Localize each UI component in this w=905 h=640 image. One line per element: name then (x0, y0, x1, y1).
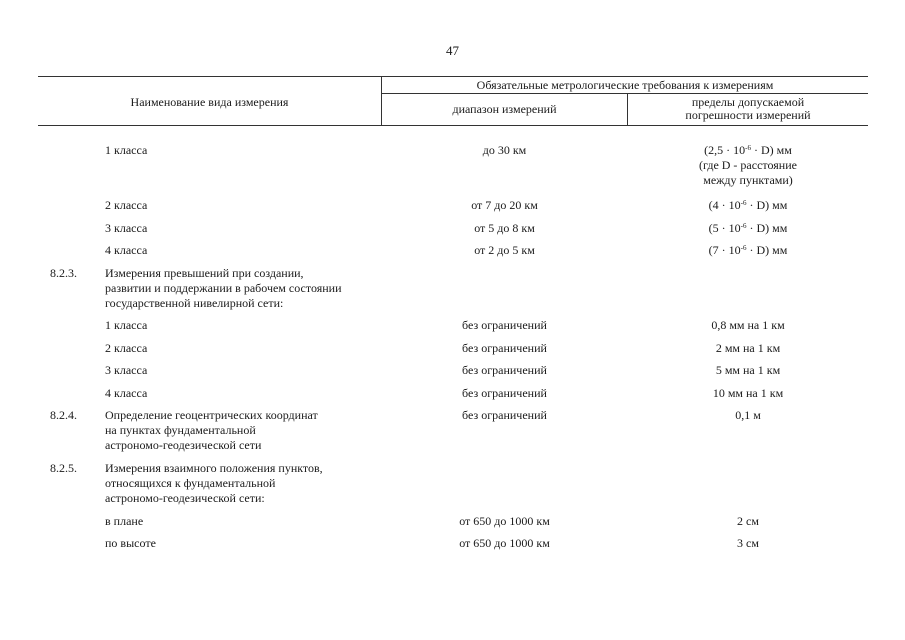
row-name-line: по высоте (105, 536, 156, 550)
header-tolerance-line2: погрешности измерений (685, 108, 811, 122)
row-tolerance (628, 536, 868, 551)
formula-exponent: -6 (740, 244, 747, 252)
row-range: от 7 до 20 км (471, 198, 538, 212)
row-tolerance (628, 514, 868, 529)
formula-tail: · D) мм (746, 243, 788, 257)
row-name (105, 198, 385, 213)
row-name-line: Определение геоцентрических координат (105, 408, 318, 422)
formula-tail: · D) мм (750, 143, 792, 157)
header-name-column: Наименование вида измерения (130, 95, 289, 109)
tolerance-formula (628, 143, 868, 158)
row-tolerance (628, 386, 868, 401)
row-range: без ограничений (462, 363, 547, 377)
row-number: 8.2.4. (50, 408, 77, 422)
row-range: от 5 до 8 км (474, 221, 535, 235)
row-tolerance (628, 143, 868, 188)
row-range: без ограничений (462, 318, 547, 332)
tolerance-line: 3 см (737, 536, 759, 550)
row-name (105, 243, 385, 258)
row-tolerance (628, 408, 868, 423)
tolerance-line: 0,1 м (735, 408, 761, 422)
formula-base: (7 · 10 (708, 243, 741, 257)
row-name-line: Измерения взаимного положения пунктов, (105, 461, 323, 475)
header-tolerance-line1: пределы допускаемой (691, 95, 805, 109)
row-range: без ограничений (462, 386, 547, 400)
row-name-line: 2 класса (105, 341, 148, 355)
row-tolerance (628, 198, 868, 213)
row-name (105, 341, 385, 356)
row-name (105, 461, 385, 506)
row-name (105, 318, 385, 333)
row-name-line: на пунктах фундаментальной (105, 423, 256, 437)
page-number: 47 (446, 43, 459, 58)
header-group-rule (382, 93, 868, 94)
header-range-column: диапазон измерений (452, 102, 557, 116)
row-number: 8.2.3. (50, 266, 77, 280)
row-name (105, 266, 385, 311)
row-name-line: 3 класса (105, 221, 148, 235)
row-name-line: астрономо-геодезической сети (105, 438, 262, 452)
tolerance-formula (628, 221, 868, 236)
tolerance-note-line: (где D - расстояние (699, 158, 797, 172)
row-name-line: государственной нивелирной сети: (105, 296, 284, 310)
row-name (105, 536, 385, 551)
header-bottom-rule (38, 125, 868, 126)
row-name-line: Измерения превышений при создании, (105, 266, 304, 280)
row-range: до 30 км (482, 143, 527, 157)
row-name-line: 4 класса (105, 243, 148, 257)
row-tolerance (628, 243, 868, 258)
formula-tail: · D) мм (746, 221, 788, 235)
row-tolerance (628, 341, 868, 356)
formula-tail: · D) мм (746, 198, 788, 212)
tolerance-line: 5 мм на 1 км (715, 363, 781, 377)
row-tolerance (628, 363, 868, 378)
row-range: от 2 до 5 км (474, 243, 535, 257)
tolerance-line: 0,8 мм на 1 км (711, 318, 785, 332)
row-name (105, 386, 385, 401)
row-name (105, 221, 385, 236)
formula-base: (2,5 · 10 (704, 143, 746, 157)
row-name-line: 3 класса (105, 363, 148, 377)
formula-exponent: -6 (745, 144, 751, 152)
row-name (105, 514, 385, 529)
row-range: от 650 до 1000 км (459, 514, 550, 528)
row-name-line: 2 класса (105, 198, 148, 212)
row-range: без ограничений (462, 408, 547, 422)
row-name (105, 363, 385, 378)
tolerance-note-line: между пунктами) (703, 173, 793, 187)
row-name-line: 4 класса (105, 386, 148, 400)
tolerance-formula (628, 243, 868, 258)
tolerance-line: 2 мм на 1 км (715, 341, 781, 355)
table-top-rule (38, 76, 868, 77)
row-name-line: 1 класса (105, 143, 148, 157)
row-name (105, 143, 385, 158)
row-range: от 650 до 1000 км (459, 536, 550, 550)
row-tolerance (628, 221, 868, 236)
header-requirements-group: Обязательные метрологические требования к измерениям (476, 78, 774, 92)
row-name-line: в плане (105, 514, 144, 528)
row-name-line: относящихся к фундаментальной (105, 476, 276, 490)
row-name-line: 1 класса (105, 318, 148, 332)
header-tolerance-column (628, 96, 868, 122)
row-name (105, 408, 385, 453)
row-name-line: астрономо-геодезической сети: (105, 491, 265, 505)
tolerance-line: 2 см (737, 514, 759, 528)
row-name-line: развитии и поддержании в рабочем состоянии (105, 281, 342, 295)
formula-base: (5 · 10 (708, 221, 741, 235)
formula-exponent: -6 (740, 199, 747, 207)
formula-exponent: -6 (740, 222, 747, 230)
tolerance-line: 10 мм на 1 км (712, 386, 784, 400)
row-range: без ограничений (462, 341, 547, 355)
formula-base: (4 · 10 (708, 198, 741, 212)
tolerance-formula (628, 198, 868, 213)
row-tolerance (628, 318, 868, 333)
row-number: 8.2.5. (50, 461, 77, 475)
